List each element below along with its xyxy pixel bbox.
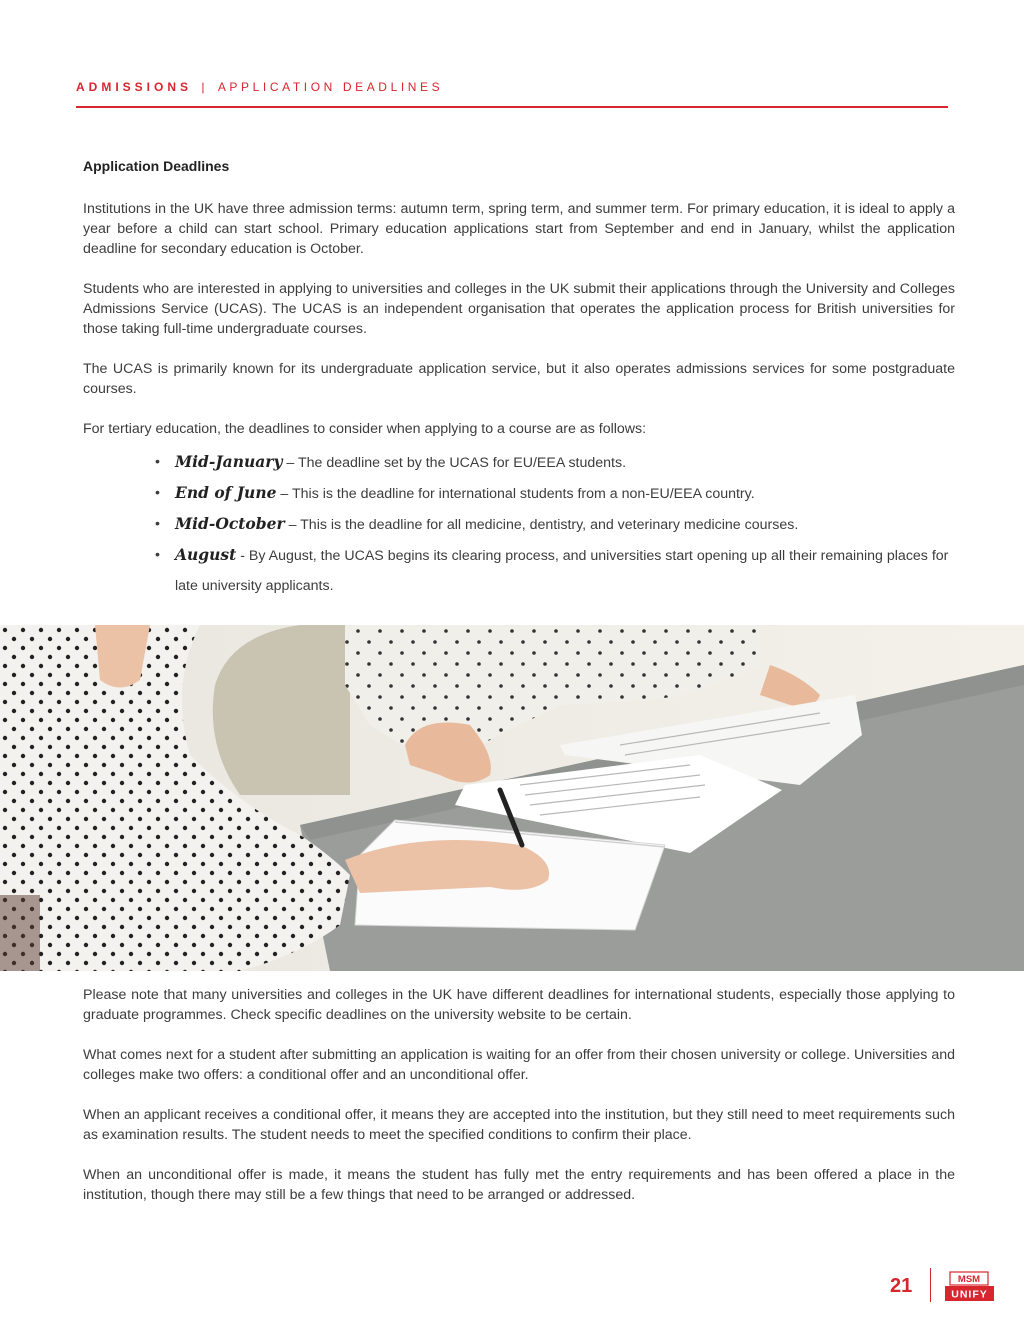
- deadline-list: [83, 447, 955, 601]
- section-title: ADMISSIONS: [76, 80, 193, 94]
- paragraph: When an unconditional offer is made, it means the student has fully met the entry requirements and has been offered a place in the institution, though there may still be a few things that need to be arranged or addressed.: [83, 1167, 955, 1203]
- closing-content: [83, 985, 955, 1225]
- bullet: •: [155, 454, 160, 470]
- msm-unify-logo: [944, 1271, 995, 1302]
- deadline-term: Mid-October: [175, 514, 285, 533]
- deadline-description: – This is the deadline for all medicine, dentistry, and veterinary medicine courses.: [284, 517, 799, 533]
- paragraph: Please note that many universities and colleges in the UK have different deadlines for international students, especially those applying to graduate programmes. Check specific deadlines on the university website to be certain.: [83, 987, 955, 1023]
- deadline-term: August: [175, 545, 237, 564]
- logo-top-text: MSM: [957, 1274, 981, 1285]
- list-item: [155, 540, 955, 601]
- breadcrumb-separator: |: [201, 80, 205, 94]
- paragraph: When an applicant receives a conditional offer, it means they are accepted into the institution, but they still need to meet requirements such as examination results. The student needs to meet the specified conditions to confirm their place.: [83, 1107, 955, 1143]
- subsection-title: APPLICATION DEADLINES: [217, 80, 444, 94]
- list-item: [155, 447, 955, 478]
- paragraph: What comes next for a student after submitting an application is waiting for an offer from their chosen university or college. Universities and colleges make two offers: a conditional offer and an unconditional offer.: [83, 1047, 955, 1083]
- deadline-description: - By August, the UCAS begins its clearing process, and universities start opening up all their remaining places for late university applicants.: [175, 548, 949, 594]
- main-content: [83, 156, 955, 601]
- page-header: [76, 78, 948, 108]
- deadline-term: Mid-January: [175, 452, 283, 471]
- bullet: •: [155, 516, 160, 532]
- photo-signing-documents: [0, 625, 1024, 971]
- breadcrumb: [76, 78, 948, 96]
- list-item: [155, 478, 955, 509]
- deadline-term: End of June: [175, 483, 277, 502]
- page-title: Application Deadlines: [83, 158, 230, 174]
- logo-bottom-text: UNIFY: [951, 1288, 988, 1301]
- bullet: •: [155, 485, 160, 501]
- paragraph: For tertiary education, the deadlines to consider when applying to a course are as follows:: [83, 421, 647, 437]
- deadline-description: – This is the deadline for international students from a non-EU/EEA country.: [276, 486, 755, 502]
- paragraph: Institutions in the UK have three admission terms: autumn term, spring term, and summer term. For primary education, it is ideal to apply a year before a child can start school. Primary education applications start from September and end in January, whilst the application deadline for secondary education is October.: [83, 201, 955, 257]
- paragraph: Students who are interested in applying to universities and colleges in the UK submit their applications through the University and Colleges Admissions Service (UCAS). The UCAS is an independent organisation that operates the application process for British universities for those taking full-time undergraduate courses.: [83, 281, 955, 337]
- deadline-description: – The deadline set by the UCAS for EU/EEA students.: [282, 455, 627, 471]
- list-item: [155, 509, 955, 540]
- bullet: •: [155, 547, 160, 563]
- page-number: 21: [890, 1275, 913, 1297]
- footer-divider: [930, 1268, 931, 1302]
- paragraph: The UCAS is primarily known for its undergraduate application service, but it also operates admissions services for some postgraduate courses.: [83, 361, 955, 397]
